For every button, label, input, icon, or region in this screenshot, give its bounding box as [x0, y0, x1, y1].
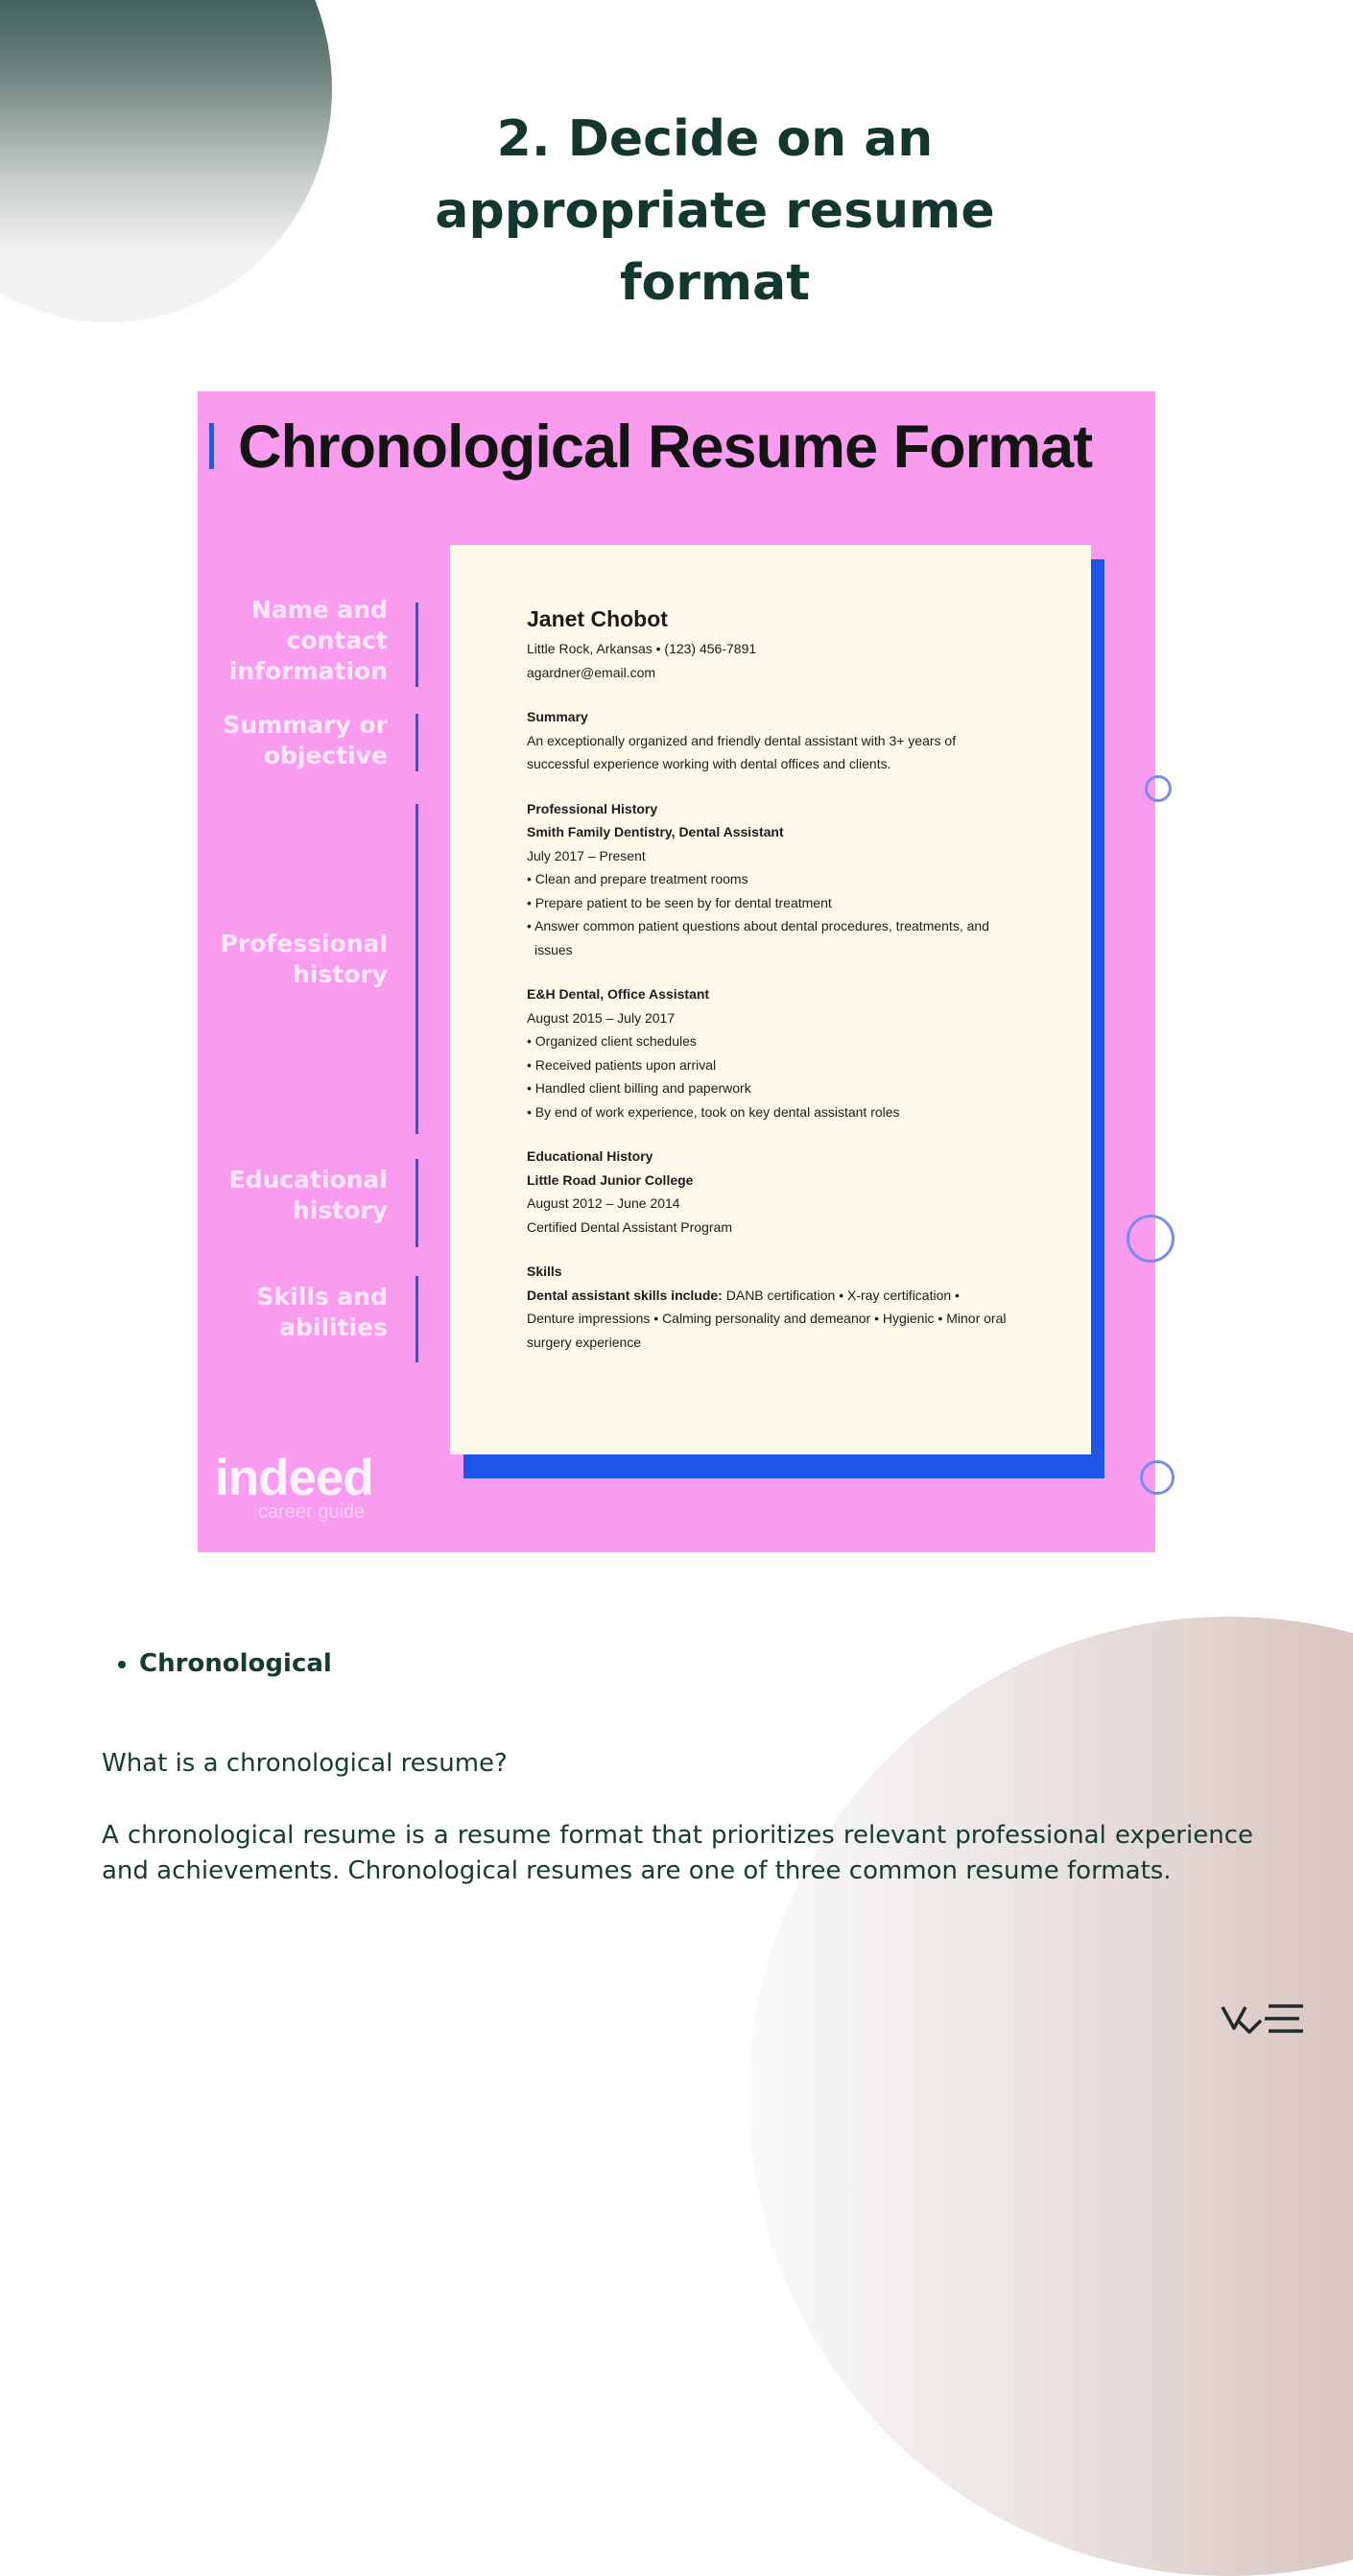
- resume-summary-line: An exceptionally organized and friendly dental assistant with 3+ years of: [527, 732, 957, 748]
- indeed-logo-subtitle: career guide: [258, 1501, 366, 1523]
- resume-skills-lead: Dental assistant skills include:: [527, 1287, 723, 1303]
- resume-job-title: Smith Family Dentistry, Dental Assistant: [527, 824, 784, 839]
- resume-skills-text: surgery experience: [527, 1334, 642, 1350]
- resume-format-infographic: [198, 391, 1155, 1552]
- resume-contact: Little Rock, Arkansas • (123) 456-7891: [527, 641, 757, 656]
- side-divider-skills: [415, 1276, 418, 1362]
- resume-job-dates: July 2017 – Present: [527, 847, 646, 863]
- decorative-blob-top-left: [0, 0, 332, 322]
- side-divider-professional: [415, 804, 418, 1134]
- resume-job-bullet: • By end of work experience, took on key dental assistant roles: [527, 1103, 900, 1120]
- title-accent-bar: [209, 423, 214, 469]
- side-label-professional: Professional history: [220, 930, 388, 988]
- resume-school: Little Road Junior College: [527, 1171, 694, 1188]
- resume-job-dates: August 2015 – July 2017: [527, 1009, 676, 1026]
- decorative-ring: [1127, 1215, 1175, 1263]
- page-title: 2. Decide on an appropriate resume format: [435, 110, 995, 312]
- resume-skills-text: Denture impressions • Calming personality and demeanor • Hygienic • Minor oral: [527, 1311, 1007, 1326]
- resume-job-bullet: • Handled client billing and paperwork: [527, 1080, 751, 1096]
- resume-job-bullet: • Prepare patient to be seen by for dental treatment: [527, 894, 832, 910]
- indeed-logo: indeed: [215, 1450, 373, 1506]
- resume-summary-line: successful experience working with dental offices and clients.: [527, 756, 891, 771]
- infographic-title: Chronological Resume Format: [238, 414, 1093, 481]
- resume-program: Certified Dental Assistant Program: [527, 1218, 732, 1235]
- resume-job-bullet-continuation: issues: [534, 941, 573, 957]
- side-divider-name-contact: [415, 603, 418, 687]
- resume-job-bullet: • Received patients upon arrival: [527, 1056, 717, 1073]
- side-label-summary: Summary or objective: [223, 711, 388, 769]
- resume-job-title: E&H Dental, Office Assistant: [527, 986, 710, 1002]
- resume-job-bullet: • Answer common patient questions about dental procedures, treatments, and: [527, 918, 989, 934]
- resume-job-bullet: • Organized client schedules: [527, 1033, 697, 1049]
- side-label-name-contact: Name and contact information: [228, 596, 388, 685]
- side-label-educational: Educational history: [228, 1166, 388, 1224]
- resume-education-heading: Educational History: [527, 1148, 653, 1164]
- resume-sheet: [450, 545, 1091, 1454]
- resume-professional-heading: Professional History: [527, 800, 658, 816]
- bullet-dot-icon: [118, 1661, 126, 1668]
- resume-school-dates: August 2012 – June 2014: [527, 1195, 680, 1211]
- resume-job-bullet: • Clean and prepare treatment rooms: [527, 871, 748, 886]
- resume-name: Janet Chobot: [527, 606, 668, 631]
- section-question: What is a chronological resume?: [102, 1749, 508, 1778]
- side-divider-educational: [415, 1159, 418, 1247]
- resume-email: agardner@email.com: [527, 664, 656, 680]
- body-paragraph: A chronological resume is a resume format that prioritizes relevant professional experience and achievements. Chronological resumes are one of three common resume formats.: [102, 1821, 1253, 1885]
- list-item-label: Chronological: [139, 1649, 332, 1678]
- resume-skills-text: DANB certification • X-ray certification •: [722, 1287, 960, 1303]
- resume-skills-heading: Skills: [527, 1264, 562, 1279]
- list-item: [118, 1646, 332, 1681]
- side-divider-summary: [415, 714, 418, 771]
- resume-skills-line: [527, 1284, 1033, 1308]
- decorative-ring: [1145, 775, 1172, 802]
- decorative-ring: [1140, 1460, 1175, 1495]
- side-label-skills: Skills and abilities: [256, 1283, 388, 1341]
- brand-logo-icon: [1221, 2001, 1307, 2036]
- resume-summary-heading: Summary: [527, 709, 588, 724]
- decorative-blob-bottom-right: [748, 1617, 1353, 2576]
